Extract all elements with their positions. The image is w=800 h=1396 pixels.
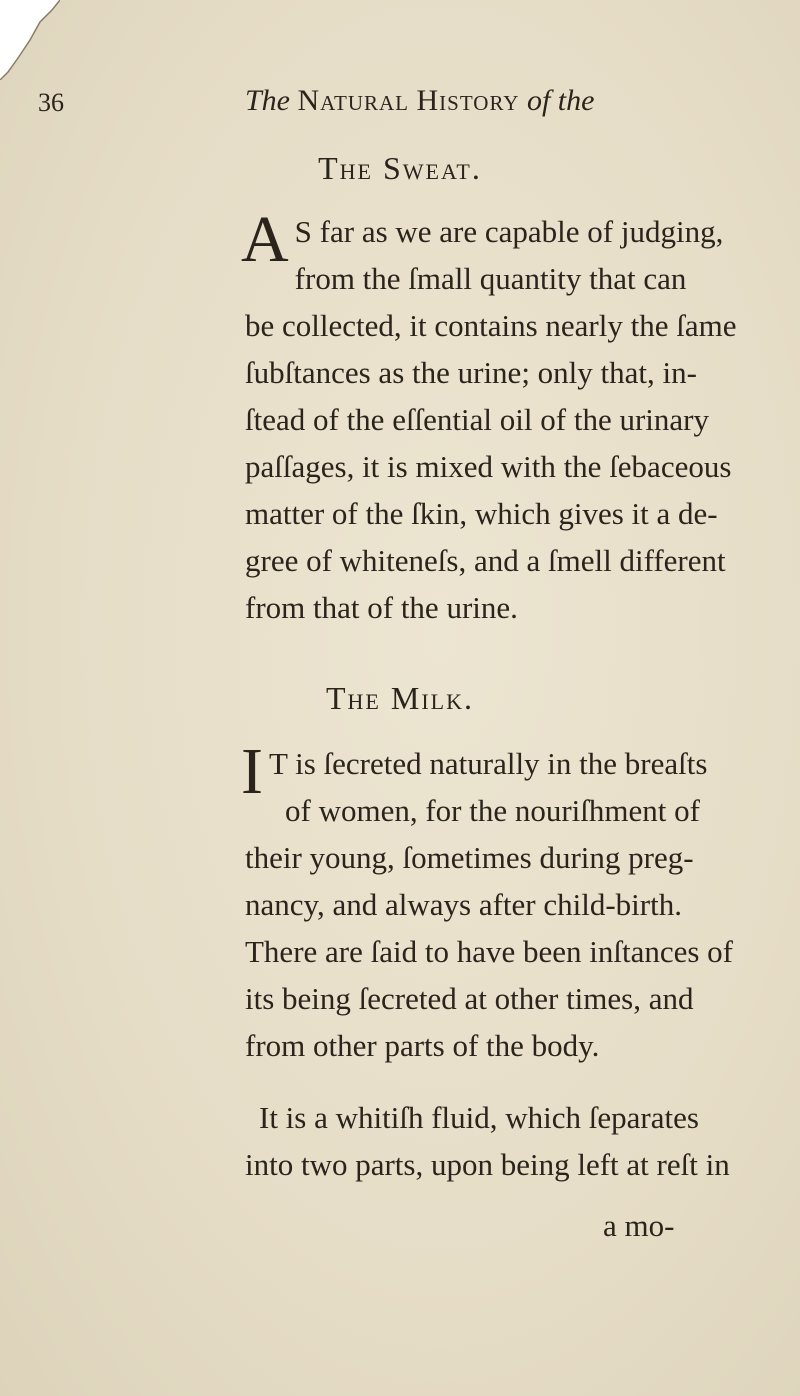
text-line: ſtead of the eſſential oil of the urinary <box>245 402 709 437</box>
text-line: It is a whitiſh fluid, which ſeparates <box>259 1100 699 1135</box>
running-head <box>245 84 705 118</box>
text-line: of women, for the nouriſhment of <box>285 793 700 828</box>
running-head-the: The <box>245 84 290 117</box>
paragraph-milk <box>241 735 734 1069</box>
text-line: be collected, it contains nearly the ſame <box>245 308 737 343</box>
text-line: There are ſaid to have been inſtances of <box>245 934 734 969</box>
page-number: 36 <box>38 88 64 117</box>
catchword: a mo- <box>603 1208 675 1243</box>
text-line: nancy, and always after child-birth. <box>245 887 682 922</box>
text-line: from that of the urine. <box>245 590 518 625</box>
text-line: from other parts of the body. <box>245 1028 600 1063</box>
torn-corner <box>0 0 60 80</box>
dropcap: A <box>241 203 289 276</box>
text-line: gree of whiteneſs, and a ſmell different <box>245 543 726 578</box>
section-title-sweat: The Sweat. <box>318 150 482 186</box>
text-line: its being ſecreted at other times, and <box>245 981 694 1016</box>
running-head-of-the: of the <box>526 84 595 117</box>
text-line: into two parts, upon being left at reſt in <box>245 1147 730 1182</box>
text-line: paſſages, it is mixed with the ſebaceous <box>245 449 732 484</box>
text-line: from the ſmall quantity that can <box>294 261 687 296</box>
paragraph-sweat <box>241 203 737 631</box>
text-line: ſubſtances as the urine; only that, in- <box>245 355 697 390</box>
running-head-natural: Natural <box>297 84 409 117</box>
running-head-history: History <box>416 84 520 117</box>
paragraph-milk-continued <box>245 1094 730 1188</box>
dropcap: I <box>241 735 263 808</box>
text-line: I T is ſecreted naturally in the breaſts <box>241 735 708 808</box>
text-line: matter of the ſkin, which gives it a de- <box>245 496 718 531</box>
text-line: A S far as we are capable of judging, <box>241 203 724 276</box>
text-line: their young, ſometimes during preg- <box>245 840 694 875</box>
section-title-milk: The Milk. <box>326 680 474 716</box>
